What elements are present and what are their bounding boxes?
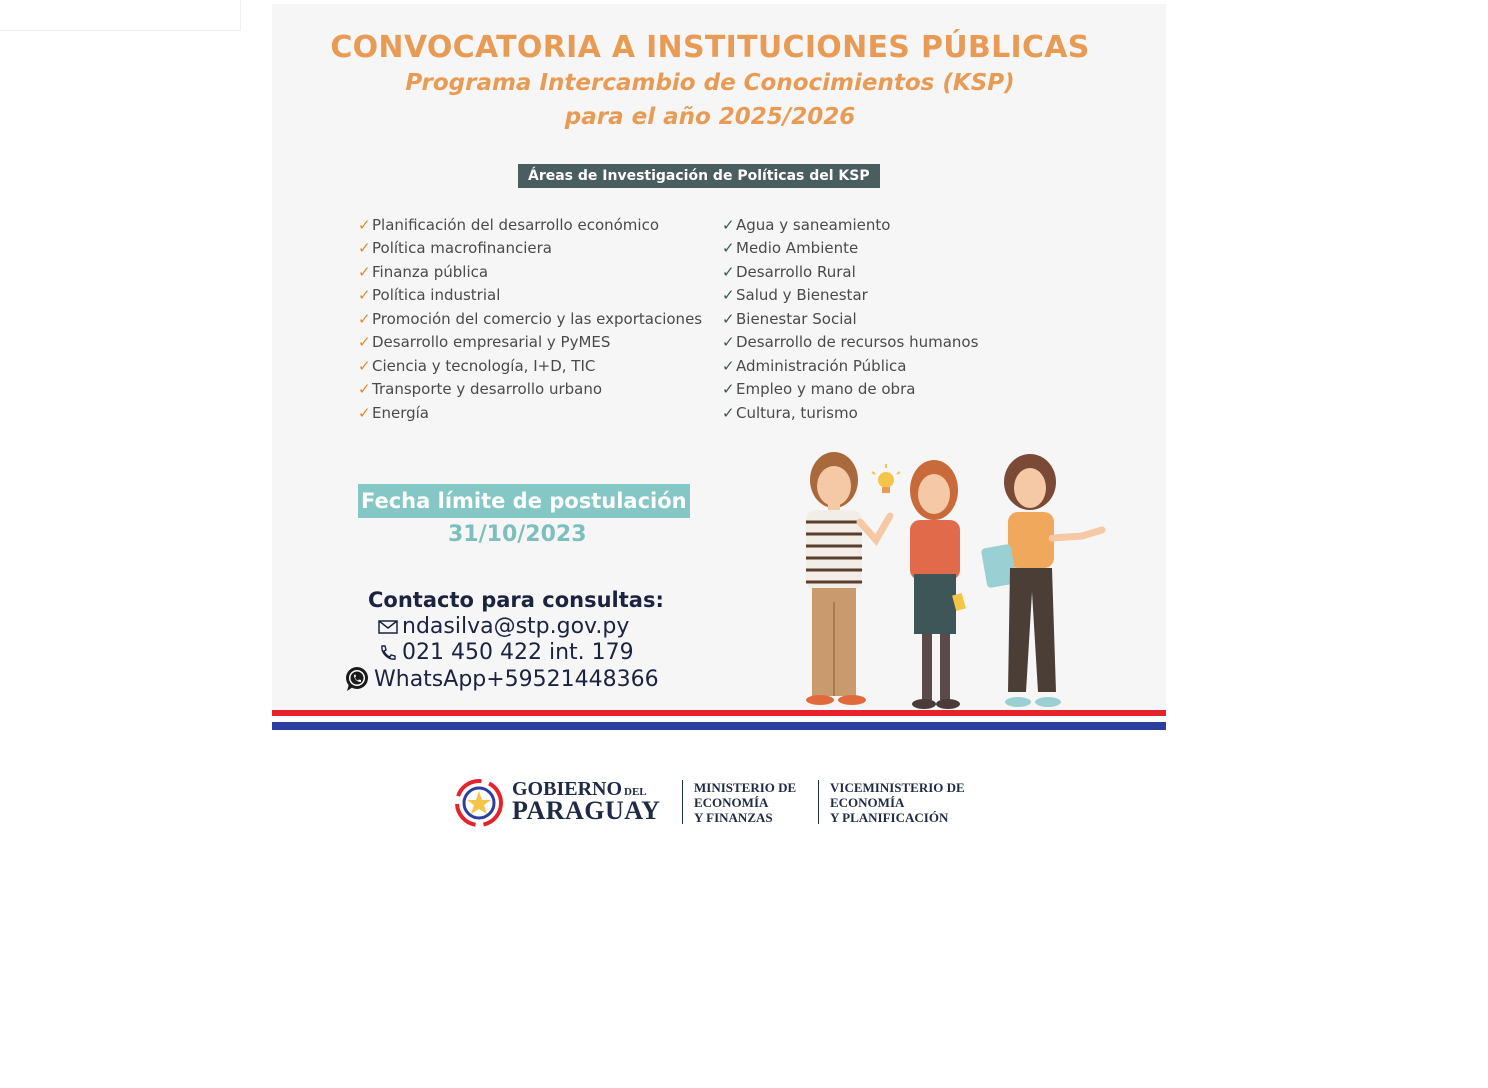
list-item: ✓ Desarrollo Rural <box>722 262 856 281</box>
check-icon: ✓ <box>358 262 371 281</box>
check-icon: ✓ <box>358 403 371 422</box>
phone-icon <box>378 644 398 662</box>
whatsapp-icon <box>344 666 370 692</box>
check-icon: ✓ <box>722 262 735 281</box>
list-item: ✓ Ciencia y tecnología, I+D, TIC <box>358 356 596 375</box>
poster-title: CONVOCATORIA A INSTITUCIONES PÚBLICAS <box>330 30 1090 65</box>
footer-divider <box>682 780 683 824</box>
announcement-poster <box>272 4 1166 730</box>
areas-section-label: Áreas de Investigación de Políticas del KSP <box>518 164 880 188</box>
mail-icon <box>378 619 398 635</box>
ministry-name: MINISTERIO DE ECONOMÍA Y FINANZAS <box>694 780 797 825</box>
check-icon: ✓ <box>722 239 735 258</box>
list-item: ✓ Promoción del comercio y las exportaciones <box>358 309 703 328</box>
check-icon: ✓ <box>722 356 735 375</box>
list-item: ✓ Transporte y desarrollo urbano <box>358 380 603 399</box>
poster-subtitle-program: Programa Intercambio de Conocimientos (KSP) <box>405 70 1015 96</box>
areas-list-left <box>358 213 702 425</box>
check-icon: ✓ <box>722 309 735 328</box>
list-item: ✓ Salud y Bienestar <box>722 286 868 305</box>
list-item: ✓ Política industrial <box>358 286 501 305</box>
footer-logos <box>450 776 1010 830</box>
corner-frame <box>0 0 241 31</box>
gov-name-line1: GOBIERNO DEL <box>512 778 647 800</box>
list-item: ✓ Finanza pública <box>358 262 489 281</box>
check-icon: ✓ <box>722 403 735 422</box>
contact-email-row <box>378 614 629 639</box>
list-item: ✓ Empleo y mano de obra <box>722 380 916 399</box>
check-icon: ✓ <box>358 380 371 399</box>
check-icon: ✓ <box>358 356 371 375</box>
footer-divider <box>818 780 819 824</box>
check-icon: ✓ <box>722 380 735 399</box>
list-item: ✓ Bienestar Social <box>722 309 857 328</box>
list-item: ✓ Desarrollo empresarial y PyMES <box>358 333 611 352</box>
viceministry-name: VICEMINISTERIO DE ECONOMÍA Y PLANIFICACIÓN <box>830 780 965 825</box>
check-icon: ✓ <box>358 239 371 258</box>
list-item: ✓ Política macrofinanciera <box>358 239 552 258</box>
contact-phone-row <box>378 640 634 665</box>
poster-subtitle-year: para el año 2025/2026 <box>564 104 856 130</box>
contact-email[interactable]: ndasilva@stp.gov.py <box>402 614 630 639</box>
check-icon: ✓ <box>358 309 371 328</box>
check-icon: ✓ <box>358 215 371 234</box>
check-icon: ✓ <box>722 333 735 352</box>
contact-whatsapp[interactable]: WhatsApp+59521448366 <box>374 666 659 692</box>
list-item: ✓ Agua y saneamiento <box>722 215 891 234</box>
flag-stripe-blue <box>272 722 1166 730</box>
check-icon: ✓ <box>722 215 735 234</box>
paraguay-seal-icon <box>454 778 504 828</box>
contact-whatsapp-row <box>344 666 659 692</box>
contact-title: Contacto para consultas: <box>368 588 664 612</box>
deadline-label: Fecha límite de postulación <box>358 484 690 518</box>
areas-list-right <box>722 213 978 425</box>
gov-name-line2: PARAGUAY <box>512 796 661 825</box>
deadline-date: 31/10/2023 <box>448 522 587 547</box>
list-item: ✓ Cultura, turismo <box>722 403 858 422</box>
list-item: ✓ Administración Pública <box>722 356 907 375</box>
check-icon: ✓ <box>358 286 371 305</box>
contact-phone[interactable]: 021 450 422 int. 179 <box>402 640 634 665</box>
check-icon: ✓ <box>722 286 735 305</box>
list-item: ✓ Medio Ambiente <box>722 239 859 258</box>
list-item: ✓ Energía <box>358 403 429 422</box>
check-icon: ✓ <box>358 333 371 352</box>
people-illustration <box>782 442 1122 712</box>
list-item: ✓ Desarrollo de recursos humanos <box>722 333 979 352</box>
list-item: ✓ Planificación del desarrollo económico <box>358 215 660 234</box>
